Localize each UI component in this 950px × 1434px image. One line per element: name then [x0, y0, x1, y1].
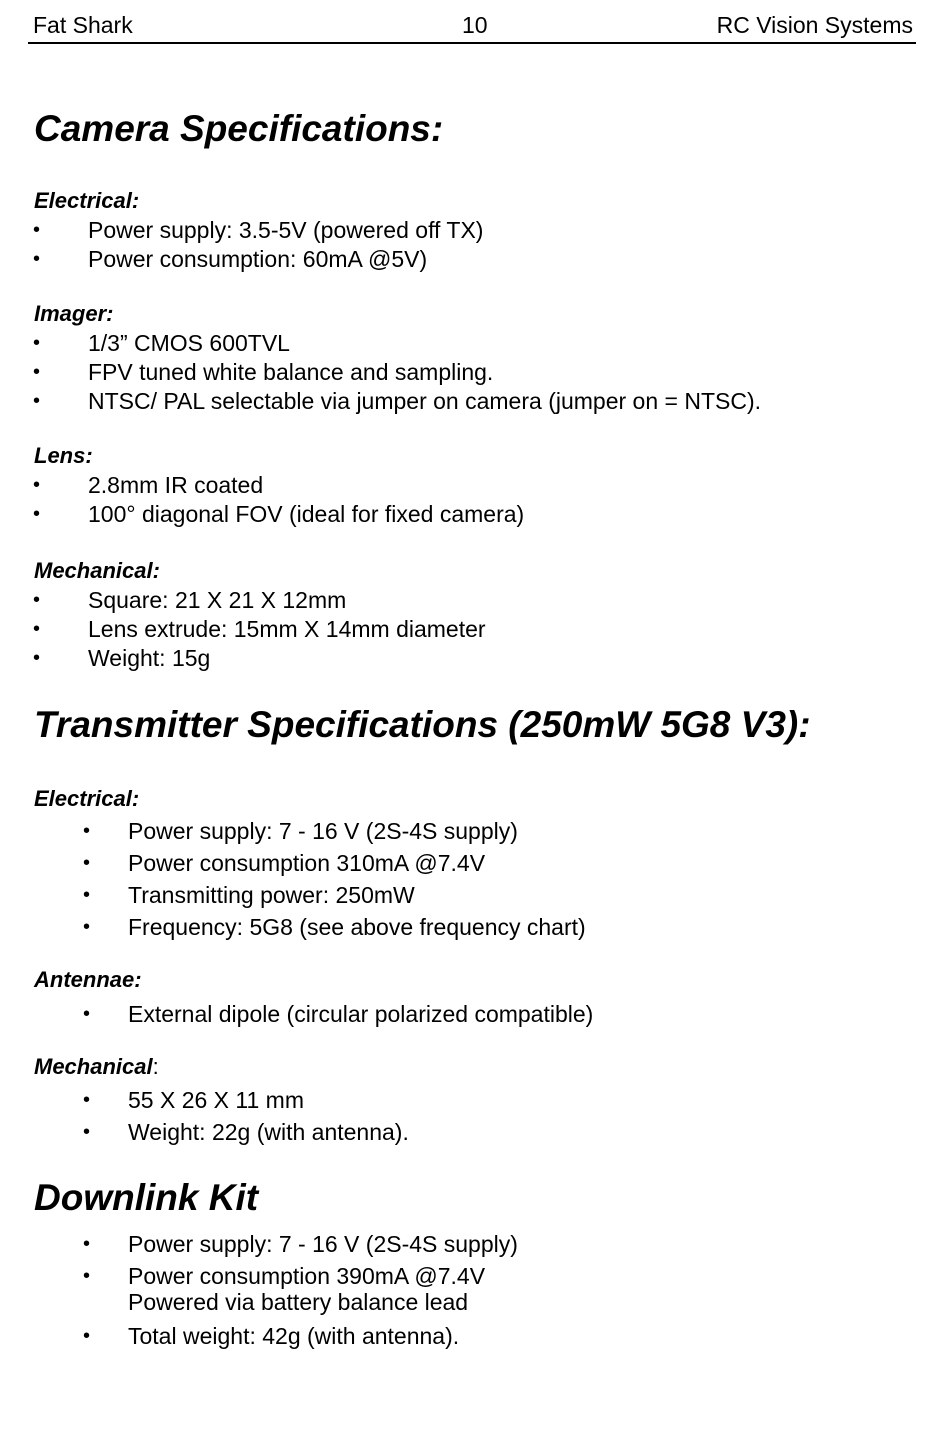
camera-mechanical-heading: Mechanical:: [34, 558, 160, 583]
bullet-icon: •: [33, 390, 41, 412]
bullet-icon: •: [83, 1121, 91, 1143]
list-item: • 55 X 26 X 11 mm: [128, 1084, 409, 1116]
downlink-kit-list: [83, 1228, 518, 1352]
transmitter-specs-title: Transmitter Specifications (250mW 5G8 V3):: [34, 704, 811, 745]
transmitter-mechanical-heading: Mechanical:: [34, 1054, 159, 1079]
bullet-icon: •: [33, 503, 41, 525]
bullet-icon: •: [33, 361, 41, 383]
list-item: • Power supply: 7 - 16 V (2S-4S supply): [128, 815, 586, 847]
header-right-text: RC Vision Systems: [716, 12, 913, 38]
camera-specs-title: Camera Specifications:: [34, 108, 444, 149]
transmitter-antennae-heading: Antennae:: [34, 967, 142, 992]
page-header: [28, 8, 916, 44]
list-item: • Power consumption 310mA @7.4V: [128, 847, 586, 879]
bullet-icon: •: [83, 1233, 91, 1255]
header-left-text: Fat Shark: [33, 12, 133, 38]
transmitter-antennae-list: [83, 998, 594, 1030]
camera-imager-heading: Imager:: [34, 301, 114, 326]
bullet-icon: •: [83, 1003, 91, 1025]
list-item: • Frequency: 5G8 (see above frequency chart): [128, 911, 586, 943]
list-item: • NTSC/ PAL selectable via jumper on camera (jumper on = NTSC).: [33, 388, 761, 414]
list-item: • Power supply: 7 - 16 V (2S-4S supply): [128, 1228, 518, 1260]
bullet-icon: •: [83, 884, 91, 906]
camera-imager-list: [33, 329, 761, 416]
page-number: 10: [462, 12, 488, 38]
bullet-icon: •: [83, 852, 91, 874]
list-item: • Transmitting power: 250mW: [128, 879, 586, 911]
transmitter-electrical-list: [83, 815, 586, 943]
transmitter-electrical-heading: Electrical:: [34, 786, 140, 811]
list-item: • FPV tuned white balance and sampling.: [33, 359, 494, 385]
list-item: • 1/3” CMOS 600TVL: [33, 330, 290, 356]
camera-mechanical-list: [33, 586, 486, 673]
bullet-icon: •: [33, 647, 41, 669]
bullet-icon: •: [33, 589, 41, 611]
list-item: • Power supply: 3.5-5V (powered off TX): [33, 217, 484, 243]
bullet-icon: •: [83, 1265, 91, 1287]
list-item: • Power consumption 390mA @7.4V Powered via battery balance lead: [128, 1260, 518, 1320]
downlink-kit-title: Downlink Kit: [34, 1177, 259, 1218]
bullet-icon: •: [33, 332, 41, 354]
list-item: • External dipole (circular polarized compatible): [128, 998, 593, 1030]
list-item: • Lens extrude: 15mm X 14mm diameter: [33, 616, 486, 642]
bullet-icon: •: [83, 820, 91, 842]
list-item: • Power consumption: 60mA @5V): [33, 246, 428, 272]
camera-lens-list: [33, 471, 525, 529]
bullet-icon: •: [33, 474, 41, 496]
bullet-icon: •: [33, 219, 41, 241]
camera-lens-heading: Lens:: [34, 443, 93, 468]
list-item: • 100° diagonal FOV (ideal for fixed camera): [33, 501, 525, 527]
list-item: • 2.8mm IR coated: [33, 472, 264, 498]
bullet-icon: •: [33, 618, 41, 640]
camera-electrical-heading: Electrical:: [34, 188, 140, 213]
bullet-icon: •: [83, 1325, 91, 1347]
transmitter-mechanical-list: [83, 1084, 409, 1148]
camera-electrical-list: [33, 216, 484, 274]
bullet-icon: •: [83, 1089, 91, 1111]
list-item: • Weight: 15g: [33, 645, 211, 671]
bullet-icon: •: [83, 916, 91, 938]
list-item: • Total weight: 42g (with antenna).: [128, 1320, 518, 1352]
bullet-icon: •: [33, 248, 41, 270]
list-item: • Weight: 22g (with antenna).: [128, 1116, 409, 1148]
list-item: • Square: 21 X 21 X 12mm: [33, 587, 347, 613]
